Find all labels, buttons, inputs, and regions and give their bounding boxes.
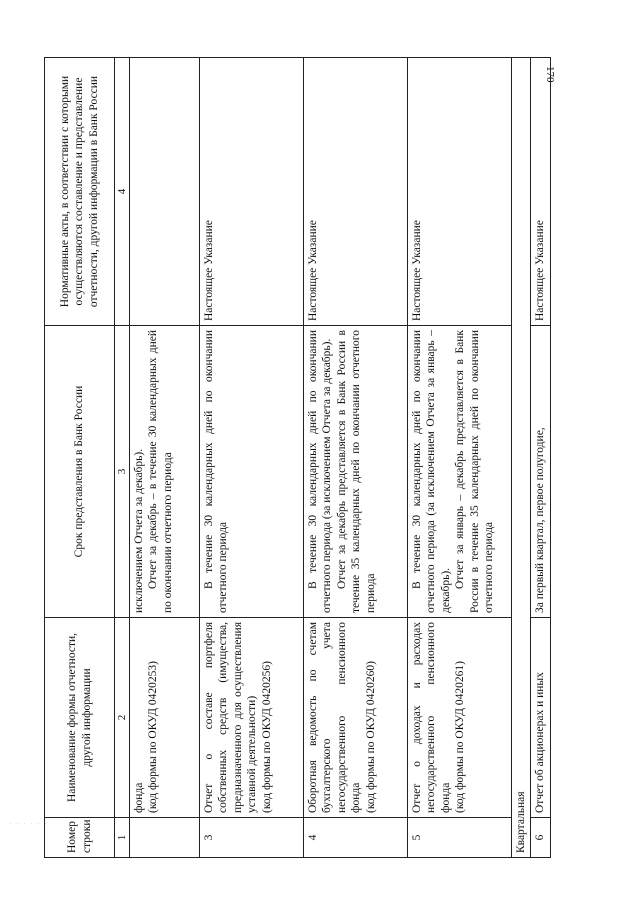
form-code-text: (код формы по ОКУД 0420260) [364,661,377,813]
column-index: 3 [115,326,130,618]
normative-acts-cell: Настоящее Указание [304,58,408,326]
deadline-cell [200,326,304,618]
section-label: Квартальная [512,58,531,858]
normative-acts-cell: Настоящее Указание [531,58,550,326]
rotated-page-content [44,58,550,858]
row-number: 3 [200,818,304,858]
form-code-text: (код формы по ОКУД 0420253) [147,661,160,813]
deadline-text: В течение 30 календарных дней по окончании отчетного периода (за исключением Отчета за январь – декабрь). [411,330,452,613]
table-row [304,58,408,858]
page-number: 170 [544,66,556,83]
deadline-text: Отчет за декабрь представляется в Банк России в течение 35 календарных дней по окончании отчетного периода [335,330,377,613]
form-code-text: (код формы по ОКУД 0420256) [260,661,273,813]
deadline-cell: За первый квартал, первое полугодие, [531,326,550,618]
form-name-cell [304,618,408,818]
row-number [130,818,200,858]
table-header-row [45,58,115,858]
row-number: 5 [408,818,512,858]
header-row-number: Номер строки [45,818,115,858]
form-name-cell [200,618,304,818]
table-row [130,58,200,858]
form-name-cell: Отчет об акционерах и иных [531,618,550,818]
column-index: 4 [115,58,130,326]
column-index: 2 [115,618,130,818]
table-row [531,58,550,858]
section-row [512,58,531,858]
form-name-text: фонда [133,782,145,813]
deadline-cell [304,326,408,618]
form-name-cell [408,618,512,818]
deadline-cell [130,326,200,618]
form-name-text: Отчет о составе портфеля собственных средств (имущества, предназначенного для осуществления уставной деятельности) [203,622,259,813]
deadline-text: исключением Отчета за декабрь). [133,448,145,613]
deadline-text: Отчет за декабрь – в течение 30 календарных дней по окончании отчетного периода [147,330,174,613]
deadline-text: Отчет за январь – декабрь представляется в Банк России в течение 35 календарных дней по окончании отчетного периода [454,330,495,613]
form-code-text: (код формы по ОКУД 0420261) [454,661,467,813]
normative-acts-cell: Настоящее Указание [408,58,512,326]
normative-acts-cell [130,58,200,326]
row-number: 4 [304,818,408,858]
header-deadline: Срок представления в Банк России [45,326,115,618]
scan-artifact: . . . . . . [10,820,49,826]
form-name-cell [130,618,200,818]
header-form-name: Наименование формы отчетности, другой информации [45,618,115,818]
header-normative-acts: Нормативные акты, в соответствии с которыми осуществляются составление и представление отчетности, другой информации в Банк России [45,58,115,326]
normative-acts-cell: Настоящее Указание [200,58,304,326]
reporting-forms-table [44,57,551,858]
deadline-cell [408,326,512,618]
table-row [200,58,304,858]
column-index: 1 [115,818,130,858]
row-number: 6 [531,818,550,858]
deadline-text: В течение 30 календарных дней по окончании отчетного периода (за исключением Отчета за декабрь). [307,330,334,613]
column-index-row [115,58,130,858]
form-name-text: Отчет о доходах и расходах негосударственного пенсионного фонда [411,622,452,813]
form-name-text: Оборотная ведомость по счетам бухгалтерского учета негосударственного пенсионного фонда [307,622,363,813]
deadline-text: В течение 30 календарных дней по окончании отчетного периода [203,330,230,613]
table-row [408,58,512,858]
